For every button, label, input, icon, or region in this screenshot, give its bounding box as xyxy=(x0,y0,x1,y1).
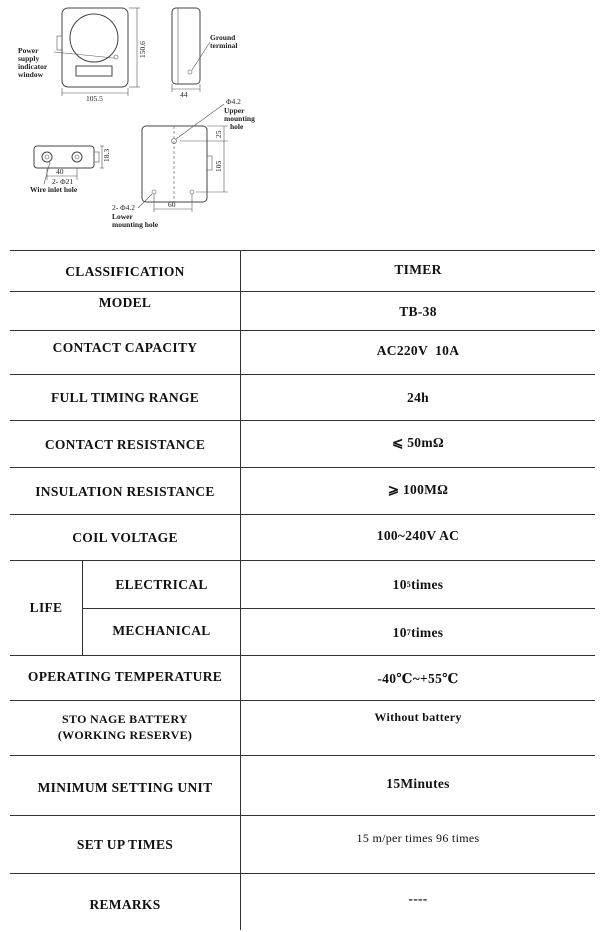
operating-temperature-value: -40℃~+55℃ xyxy=(377,670,459,686)
indicator-label-line4: window xyxy=(18,70,44,79)
front-view-drawing xyxy=(54,8,140,96)
upper-hole-label-line2: mounting xyxy=(224,114,255,123)
storage-battery-label xyxy=(10,702,240,752)
bottom-hole-dim: 2- Φ21 xyxy=(52,177,74,186)
row-divider xyxy=(10,873,595,874)
ground-label-line2: terminal xyxy=(210,41,238,50)
life-electrical-unit: times xyxy=(411,576,444,592)
life-mechanical-value: 10 7 times xyxy=(392,624,444,640)
back-view-drawing xyxy=(138,104,228,212)
remarks-label: REMARKS xyxy=(89,897,161,912)
upper-hole-label-line1: Upper xyxy=(224,106,245,115)
lower-hole-label-line2: mounting hole xyxy=(112,220,159,229)
life-mechanical-base: 10 xyxy=(392,624,407,640)
classification-value: TIMER xyxy=(394,262,442,277)
life-label: LIFE xyxy=(29,600,63,615)
back-spacing-dim: 105 xyxy=(214,160,223,172)
full-timing-range-label: FULL TIMING RANGE xyxy=(50,389,200,405)
storage-battery-value: Without battery xyxy=(374,710,462,724)
spec-table xyxy=(0,250,600,930)
full-timing-range-value: 24h xyxy=(407,389,429,405)
life-electrical-label: ELECTRICAL xyxy=(115,576,208,592)
front-height-dim: 150.6 xyxy=(138,41,147,58)
upper-hole-dim: Φ4.2 xyxy=(226,97,241,106)
contact-resistance-label: CONTACT RESISTANCE xyxy=(44,436,206,452)
back-top-offset-dim: 25 xyxy=(214,130,223,138)
set-up-times-value: 15 m/per times 96 times xyxy=(356,831,480,845)
row-divider xyxy=(10,755,595,756)
coil-voltage-label: COIL VOLTAGE xyxy=(72,529,178,545)
insulation-resistance-value: ⩾ 100MΩ xyxy=(387,481,449,497)
side-view-drawing xyxy=(172,8,210,92)
contact-resistance-value: ⩽ 50mΩ xyxy=(391,434,445,450)
storage-battery-label-line1: STO NAGE BATTERY xyxy=(62,712,188,726)
indicator-label-line2: supply xyxy=(18,54,40,63)
minimum-setting-unit-label: MINIMUM SETTING UNIT xyxy=(37,780,213,795)
operating-temperature-label: OPERATING TEMPERATURE xyxy=(27,668,223,684)
model-value: TB-38 xyxy=(399,304,437,319)
bottom-spacing-dim: 40 xyxy=(56,167,64,176)
back-width-dim: 60 xyxy=(168,200,176,209)
set-up-times-label: SET UP TIMES xyxy=(76,837,174,852)
life-mechanical-unit: times xyxy=(411,624,444,640)
lower-hole-dim: 2- Φ4.2 xyxy=(112,203,135,212)
front-width-dim: 105.5 xyxy=(86,94,103,103)
remarks-value: ---- xyxy=(408,891,428,906)
life-mechanical-label: MECHANICAL xyxy=(112,622,211,638)
coil-voltage-value: 100~240V AC xyxy=(376,527,460,543)
classification-label: CLASSIFICATION xyxy=(65,264,185,279)
life-electrical-value: 10 5 times xyxy=(392,576,444,592)
contact-capacity-label: CONTACT CAPACITY xyxy=(52,340,198,355)
indicator-label-line1: Power xyxy=(18,46,39,55)
contact-capacity-value: AC220V 10A xyxy=(376,343,460,358)
life-electrical-base: 10 xyxy=(392,576,407,592)
bottom-height-dim: 18.3 xyxy=(102,148,111,162)
model-label: MODEL xyxy=(98,295,152,310)
row-divider xyxy=(10,815,595,816)
technical-drawings xyxy=(0,0,600,245)
lower-hole-label-line1: Lower xyxy=(112,212,133,221)
storage-battery-label-line2: (WORKING RESERVE) xyxy=(57,728,193,742)
insulation-resistance-label: INSULATION RESISTANCE xyxy=(35,483,215,499)
wire-inlet-label: Wire inlet hole xyxy=(30,185,78,194)
minimum-setting-unit-value: 15Minutes xyxy=(386,776,450,791)
side-depth-dim: 44 xyxy=(180,90,188,99)
ground-label-line1: Ground xyxy=(210,33,236,42)
upper-hole-label-line3: hole xyxy=(230,122,244,131)
indicator-label-line3: indicator xyxy=(18,62,48,71)
